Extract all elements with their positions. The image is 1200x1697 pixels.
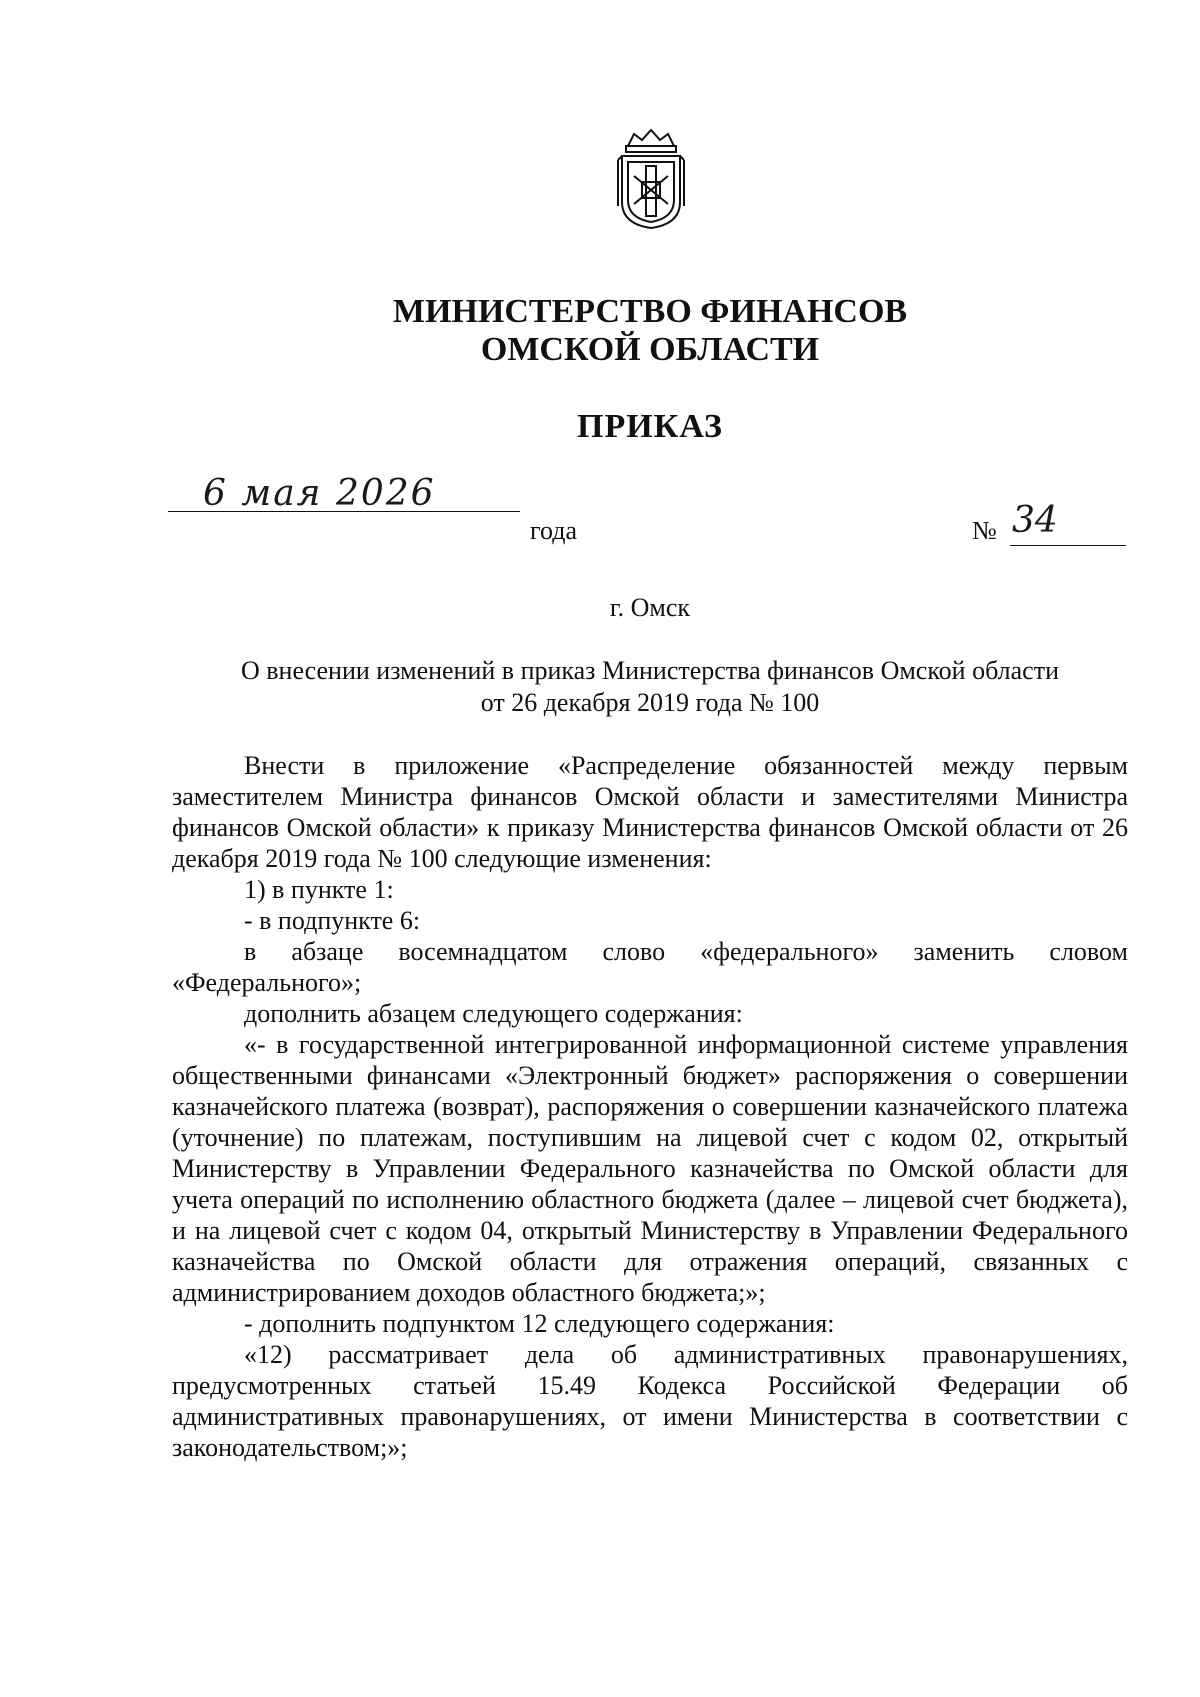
paragraph-new-clause-text: «- в государственной интегрированной информационной системе управления общественными финансами «Электронный бюджет» распоряжения о совершении казначейского платежа (возврат), распоряжения о совершении казначейского платежа (уточнение) по платежам, поступившим на лицевой счет с кодом 02, открытый Министерству в Управлении Федерального казначейства по Омской области для учета операций по исполнению областного бюджета (далее – лицевой счет бюджета), и на лицевой счет с кодом 04, открытый Министерству в Управлении Федерального казначейства по Омской области для отражения операций, связанных с администрированием доходов областного бюджета;»; [172,1030,1128,1307]
paragraph-add-subpoint-12: - дополнить подпунктом 12 следующего содержания: [244,1309,835,1338]
omsk-coat-of-arms-emblem [614,126,688,232]
handwritten-date: 6 мая 2026 [203,473,436,514]
paragraph-subpoint-12-text: «12) рассматривает дела об административных правонарушениях, предусмотренных статьей 15.49 Кодекса Российской Федерации об административных правонарушениях, от имени Министерства в соответствии с законодательством;»; [172,1340,1128,1462]
handwritten-number: 34 [1012,500,1058,541]
subject-line2: от 26 декабря 2019 года № 100 [480,688,820,717]
paragraph-intro: Внести в приложение «Распределение обязанностей между первым заместителем Министра финансов Омской области и заместителями Министра финансов Омской области» к приказу Министерства финансов Омской области от 26 декабря 2019 года № 100 следующие изменения: [172,751,1128,873]
ministry-name-line1: МИНИСТЕРСТВО ФИНАНСОВ [392,293,908,330]
order-subject [170,655,1130,719]
paragraph-subpoint-6: - в подпункте 6: [244,906,421,935]
document-type-title: ПРИКАЗ [577,408,723,445]
paragraph-point-1: 1) в пункте 1: [244,875,394,904]
subject-line1: О внесении изменений в приказ Министерства финансов Омской области [241,656,1059,685]
number-underline [1010,545,1126,546]
paragraph-add-clause: дополнить абзацем следующего содержания: [244,999,743,1028]
paragraph-replace-word: в абзаце восемнадцатом слово «федерального» заменить словом «Федерального»; [172,937,1128,997]
order-body [172,750,1128,1463]
ministry-name-line2: ОМСКОЙ ОБЛАСТИ [480,331,820,368]
number-sign: № [972,516,997,545]
city-line: г. Омск [609,593,691,622]
date-underline [168,511,520,512]
year-word: года [530,516,578,545]
